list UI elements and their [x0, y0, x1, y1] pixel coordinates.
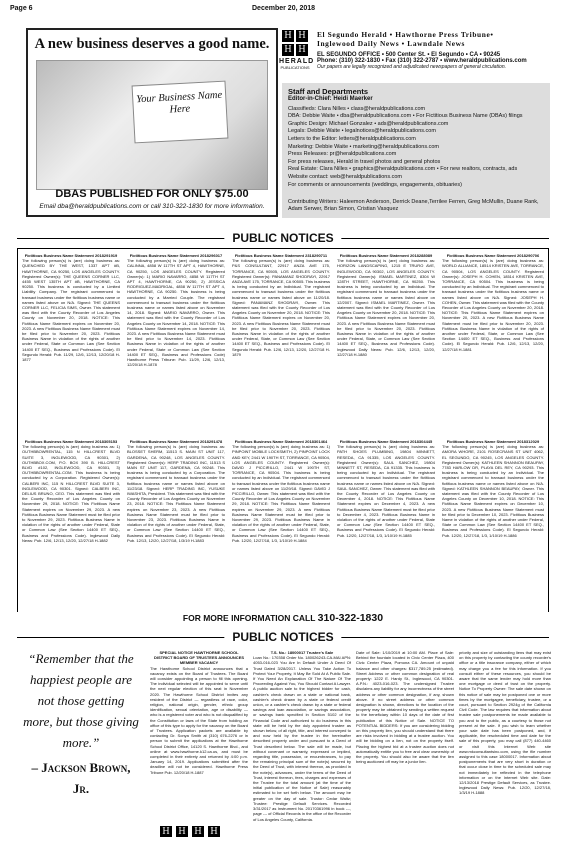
more-info-label: FOR MORE INFORMATION CALL	[182, 613, 316, 623]
quote-author: – Jackson Brown, Jr.	[31, 760, 131, 796]
staff-row: Marketing: Debbie Waite • marketing@heraldpublications.com	[288, 143, 439, 150]
staff-title: Staff and Departments	[288, 87, 369, 96]
herald-tile-icon: H	[192, 826, 204, 837]
notice-column	[253, 650, 351, 840]
notice-body: The following person(s) is (are) doing business as: P&S CONSULTANT, 22917 ANZA AVE 175, TORRANCE, CA 90505, LOS ANGELES COUNTY. Registered Owner(s): PANAMANZ SHODRAYI, 22917 ANZA AVE 175, TORRANCE, CA 90505. This business is being conducted by an Individual. The registrant commenced to transact business under the fictitious business name or names listed above on 11/20/18. Signed: PANAMANZ SHODRAYI, Owner. This statement was filed with the County Recorder of Los Angeles County on November 20, 2018. NOTICE: This Fictitious Name Statement expires on November 20, 2023. A new Fictitious Business Name Statement must be filed prior to November 20, 2023. Fictitious Business Name in violation of the rights of another under Federal, State, or Common Law (See Section 14400 ET SEQ., Business and Professions Code). El Segundo Herald: Pub. 12/6, 12/13, 12/20, 12/27/18 H-1879	[232, 258, 330, 357]
more-info-phone: 310-322-1830	[317, 612, 384, 624]
notice-column	[232, 439, 330, 609]
staff-editor: Editor-in-Chief: Heidi Maerker	[288, 96, 373, 102]
quote-text: “Remember that the happiest people are not those getting more, but those giving more.”	[23, 651, 139, 750]
notice-column	[459, 650, 551, 840]
notice-column	[337, 253, 435, 435]
ad-contact: Email dba@heraldpublications.com or call 310-322-1830 for more information.	[39, 203, 265, 210]
business-card-text: Your Business Name Here	[136, 89, 223, 116]
notice-title: Fictitious Business Name Statement 2018305153	[24, 439, 118, 444]
notice-body: Date of Sale: 1/10/2019 at 10:00 AM. Place of Sale: Behind the fountain located in Civic Center Plaza, 400 Civic Center Plaza, Pomona CA. Amount of unpaid balance and other charges: $317,789.25 (estimated). Street Address or other common designation of real property: 1222 E. Hardy St., Inglewood, CA 90301. A.P.N.: 4023-016-023. The undersigned Trustee disclaims any liability for any incorrectness of the street address or other common designation, if any, shown above. If no street address or other common designation is shown, directions to the location of the property may be obtained by sending a written request to the beneficiary within 10 days of the date of first publication of this Notice of Sale. NOTICE TO POTENTIAL BIDDERS: If you are considering bidding on this property lien, you should understand that there are risks involved in bidding at a trustee auction. You will be bidding on a lien, not on the property itself. Placing the highest bid at a trustee auction does not automatically entitle you to free and clear ownership of the property. You should also be aware that the lien being auctioned off may be a junior lien.	[356, 650, 454, 765]
public-notices-box	[17, 248, 549, 618]
notice-title: T.S. No.: 18000017 Trustee's Sale	[270, 650, 334, 655]
notice-title: Fictitious Business Name Statement 2018304445	[339, 439, 433, 444]
page-header	[0, 0, 566, 20]
notice-body: Loan No.: 170358 Order No. 180026243-CA-MAI APN: 4053-016-023 You Are In Default Under A Deed Of Trust Dated 3/28/2017. Unless You Take Action To Protect Your Property, It May Be Sold At A Public Sale. If You Need An Explanation Of The Nature Of The Proceeding Against You, You Should Contact A Lawyer. A public auction sale to the highest bidder for cash, cashier's check drawn on a state or national bank, cashier's check drawn by a state or federal credit union, or a cashier's check drawn by a state or federal savings and loan association, or savings association, or savings bank specified in Section 5102 of the Financial Code and authorized to do business in this state will be held by the duly appointed trustee as shown below, of all right, title, and interest conveyed to and now held by the trustee in the hereinafter described property under and pursuant to a Deed of Trust described below. The sale will be made, but without covenant or warranty, expressed or implied, regarding title, possession, or encumbrances, to pay the remaining principal sum of the note(s) secured by the Deed of Trust, with interest thereon, as provided in the note(s), advances, under the terms of the Deed of Trust, interest thereon, fees, charges and expenses of the Trustee for the total amount (at the time of the initial publication of the Notice of Sale) reasonably estimated to be set forth below. The amount may be greater on the day of sale. Trustor: Cedar Waltz; Trustee: Prestige Default Services. Recorded 3/31/2017 as Instrument No. 20170361996 in book ---, page --- of Official Records in the office of the Recorder of Los Angeles County, California.	[253, 655, 351, 822]
staff-row: Classifieds: Clara Nilles • class@heraldpublications.com	[288, 105, 426, 112]
masthead-address: EL SEGUNDO OFFICE • 500 Center St. • El Segundo • CA • 90245	[317, 52, 501, 58]
staff-row: Press Releases: pr@heraldpublications.com	[288, 151, 397, 158]
notice-title: SPECIAL NOTICE HAWTHORNE SCHOOL DISTRICT BOARD OF TRUSTEES ANNOUNCES MEMBER VACANCY	[153, 650, 245, 666]
notice-body: The Hawthorne School District announces that a vacancy exists on the Board of Trustees. The Board will consider appointing a person to fill this opening. The individual selected will be appointed to serve until the next regular election of this seat in November 2020. The Hawthorne School District invites any resident of the District — regardless of race, color, religion, national origin, gender, ethnic group identification, sexual orientation, age or disability — who is a registered voter and who is not disqualified by the Constitution or laws of the State from holding an office of this type to apply for the vacancy on the Board of Trustees. Application packets are available by contacting Dr. Sonya Smith at (310) 676-2276 or in person to submit the applications at the Hawthorne School District Office, 14120 S. Hawthorne Blvd., and online at www.hawthorne.k12.ca.us, and must be completed in their entirety and returned by 4:00 p.m. January 14, 2019. Applications submitted after the deadline will not be considered. Hawthorne Press Tribune Pub. 12/20/18 H-1887	[150, 665, 248, 775]
staff-row: DBA: Debbie Waite • dba@heraldpublications.com • For Fictitious Business Name (DBAs) filings	[288, 113, 523, 120]
logo-tile: H	[296, 30, 308, 42]
notice-body: The following person(s) is (are) doing business as: 1) PINPOINT MOBILE LOCKSMITH, 2) PINPOINT LOCK AND KEY, 2441 W 190TH ST, TORRANCE, CA 90504, LOS ANGELES COUNTY. Registered Owner(s): DAVID J PICCIRILLO, 2441 W 190TH ST, TORRANCE, CA 90504. This business is being conducted by an Individual. The registrant commenced to transact business under the fictitious business name or names listed above on 11/29/18. Signed: DAVID J PICCIRILLO, Owner. This statement was filed with the County Recorder of Los Angeles County on November 29, 2018. NOTICE: This Fictitious Name Statement expires on November 29, 2023. A new Fictitious Business Name Statement must be filed prior to November 29, 2023. Fictitious Business Name in violation of the rights of another under Federal, State, or Common Law (See Section 14400 ET SEQ., Business and Professions Code). El Segundo Herald: Pub. 12/20, 12/27/18, 1/3, 1/10/19 H-1884	[232, 444, 330, 543]
staff-row: For press releases, Herald in travel photos and general photos	[288, 158, 441, 165]
notice-title: Fictitious Business Name Statement 2018301464	[234, 439, 328, 444]
notice-body: The following person(s) is (are) doing business as: 1) OUTHBBOWRENTAL, 115 N HILLCREST BLVD SUITE 3, INGLEWOOD, CA 90301, 2) OUTHBBOX.COM, P.O. BOX 390 B. HILLCREST BLVD #102, INGLEWOOD, CA 90301, 3) OUTHBBOWRENTAL.COM. This business is being conducted by a Corporation. Registered Owner(s): CALBERI INC, 115 N HILLCREST BLVD SUITE 3, INGLEWOOD, CA 90301. Signed: CALBERI INC, DELIUS BRUNO, CEO. This statement was filed with the County Recorder of Los Angeles County on November 29, 2018. NOTICE: This Fictitious Name Statement expires on November 29, 2023. A new Fictitious Business Name Statement must be filed prior to November 29, 2023. Fictitious Business Name in violation of the rights of another under Federal, State or Common Law (See Section 14400 ET SEQ., Business and Professions Code). Inglewood Daily News: Pub. 12/6, 12/13, 12/20, 12/27/18 H-1882	[22, 444, 120, 543]
masthead-line2: Inglewood Daily News • Lawndale News	[317, 39, 465, 48]
more-info-bar	[17, 612, 549, 625]
notice-title: Fictitious Business Name Statement 2018312029	[446, 439, 540, 444]
notice-column	[150, 650, 248, 822]
notice-column	[127, 439, 225, 609]
staff-contributors: Contributing Writers: Haleemon Anderson, Derrick Deane,Terrilee Ferren, Greg McMullin, Duane Rank, Adam Serwer, Brian Simon, Cristian Vasquez	[288, 198, 539, 213]
herald-tile-icon: H	[208, 826, 220, 837]
notice-column	[22, 253, 120, 435]
notice-column	[442, 253, 544, 435]
masthead-note: Our papers are legally recognized and adjudicated newspapers of general circulation.	[317, 64, 507, 70]
staff-row: Real Estate: Clara Nilles • graphics@heraldpublications.com • For new realtors, contracts, ads	[288, 166, 518, 173]
notice-column	[22, 439, 120, 609]
herald-logo	[279, 30, 315, 78]
masthead-line1: El Segundo Herald • Hawthorne Press Tribune•	[317, 30, 494, 39]
page-number: Page 6	[10, 5, 33, 12]
staff-box	[282, 83, 550, 218]
notice-title: Fictitious Business Name Statement 2018291919	[24, 253, 118, 258]
business-card	[132, 81, 229, 144]
section-title: PUBLIC NOTICES	[224, 630, 341, 644]
notice-body: The following person(s) is (are) doing business as: WORLD ALLIANCE, 18514 KRISTEN AVE, TORRANCE, CA 90504, LOS ANGELES COUNTY. Registered Owner(s): JOSEPH H. COHEN, 18514 KRISTEN AVE, TORRANCE, CA 90504. This business is being conducted by an Individual. The registrant commenced to transact business under the fictitious business name or names listed above on N/A. Signed: JOSEPH H. COHEN, Owner. This statement was filed with the County Recorder of Los Angeles County on November 20, 2018. NOTICE: This Fictitious Name Statement expires on November 20, 2023. A new Fictitious Business Name Statement must be filed prior to November 20, 2023. Fictitious Business Name in violation of the rights of another under Federal, State, or Common Law (See Section 14400 ET SEQ., Business and Professions Code). El Segundo Herald: Pub. 12/6, 12/13, 12/20, 12/27/18 H-1881	[442, 258, 544, 352]
notice-title: Fictitious Business Name Statement 2018290706	[446, 253, 540, 258]
logo-sub: PUBLICATIONS	[280, 65, 310, 70]
ad-headline: A new business deserves a good name.	[34, 36, 270, 52]
staff-row: Legals: Debbie Waite • legalnotices@heraldpublications.com	[288, 128, 436, 135]
notice-body: The following person(s) is (are) doing business as: CALINNA, 4858 W 117TH ST APT 4, HAWTHORNE, CA 90250, LOS ANGELES COUNTY. Registered Owner(s): 1) MARIO NAVARRO, 4858 W 117TH ST APT 4, HAWTHORNE, CA 90250, 2) JESSICA RODRIGUEZ-MADRIGAL, 4858 W 117TH ST APT 4, HAWTHORNE, CA 90250. This business is being conducted by a Married Couple. The registrant commenced to transact business under the fictitious business name or names listed above on November 14, 2018. Signed: MARIO NAVARRO, Owner. This statement was filed with the County Recorder of Los Angeles County on November 14, 2018. NOTICE: This Fictitious Name Statement expires on November 14, 2023. A new Fictitious Business Name Statement must be filed prior to November 14, 2023. Fictitious Business Name in violation of the rights of another under Federal, State or Common Law (See Section 14400 ET SEQ., Business and Professions Code) Hawthorne Press Tribune: Pub. 11/29, 12/6, 12/13, 12/20/18 H-1878	[127, 258, 225, 368]
staff-row: Graphic Design: Michael Gonzalez • ads@heraldpublications.com	[288, 120, 449, 127]
masthead-phone: Phone: (310) 322-1830 • Fax (310) 322-2787 • www.heraldpublications.com	[317, 58, 527, 64]
staff-row: Website contact: web@heraldpublications.com	[288, 173, 403, 180]
herald-tile-icon: H	[160, 826, 172, 837]
notice-body: The following person(s) is (are) doing business as: AMORA WHORE, 2101 ROSECRANS ST UNIT 4062, EL SEGUNDO, CA 90245, LOS ANGELES COUNTY. Registered Owner(s): KATHLEEN SHANNON BEAUPAY, 7783 HARLOW DR, PLAYA DEL REY, CA 90293. This business is being conducted by an Individual. The registrant commenced to transact business under the fictitious business name or names listed above on N/A. Signed: KATHLEEN SHANNON BEAUPAY, Owner. This statement was filed with the County Recorder of Los Angeles County on December 10, 2018. NOTICE: This Fictitious Name Statement expires on December 10, 2023. A new Fictitious Business Name Statement must be filed prior to December 10, 2023. Fictitious Business Name in violation of the rights of another under Federal, State or Common Law (See Section 14400 ET SEQ., Business and Professions Code). El Segundo Herald: Pub. 12/20, 12/27/18, 1/3, 1/10/19 H-1886	[442, 444, 544, 538]
notice-title: Fictitious Business Name Statement 2318290711	[234, 253, 328, 258]
notice-body: priority and size of outstanding liens that may exist on this property by contacting the county recorder's office or a title insurance company, either of which may charge you a fee for this information. If you consult either of these resources, you should be aware that the same lender may hold more than one mortgage or deed of trust on the property. Notice To Property Owner: The sale date shown on this notice of sale may be postponed one or more times by the mortgagee, beneficiary, trustee, or a court, pursuant to Section 2924g of the California Civil Code. The law requires that information about trustee sale postponements be made available to you and to the public, as a courtesy to those not present at the sale. If you wish to learn whether your sale date has been postponed, and, if applicable, the rescheduled time and date for the sale of this property, you may call (877) 440-4460 or visit this Internet Web site www.mkconsultantsinc.com, using the file number assigned to this case 18000017. Information about postponements that are very short in duration or that occur close in time to the scheduled sale may not immediately be reflected in the telephone information or on the Internet Web site. Date: 12/13/2018 Prestige Default Services, as Trustee. Inglewood Daily News: Pub. 12/20, 12/27/18, 1/3/19 H-1888	[459, 650, 551, 796]
notice-column	[356, 650, 454, 840]
notice-column	[127, 253, 225, 435]
logo-tile: H	[296, 44, 308, 56]
notice-column	[337, 439, 435, 609]
notice-title: Fictitious Business Name Statement 2018291478	[129, 439, 223, 444]
masthead	[317, 30, 547, 70]
notice-title: Fictitious Business Name Statement 2018288089	[339, 253, 433, 258]
notice-body: The following person(s) is (are) doing business as: PATH SHOES PLUMBING, 19804 MINNETT, RESEDA, CA 91335, LOS ANGELES COUNTY. Registered Owner(s): SAUL SANCHEZ, 19804 MINNETT ST, RESEDA, CA 91335. This business is being conducted by an Individual. The registrant commenced to transact business under the fictitious business name or names listed above on N/A. Signed: SAUL SANCHEZ, Owner. This statement was filed with the County Recorder of Los Angeles County on December 4, 2018. NOTICE: This Fictitious Name Statement expires on December 4, 2023. A new Fictitious Business Name Statement must be filed prior to December 4, 2023. Fictitious Business Name in violation of the rights of another under Federal, State or Common Law (See Section 14400 ET SEQ., Business and Professions Code). El Segundo Herald: Pub. 12/20, 12/27/18, 1/3, 1/10/19 H-1885	[337, 444, 435, 538]
herald-tile-icon: H	[176, 826, 188, 837]
logo-tile: H	[282, 30, 294, 42]
quote-box	[22, 648, 140, 799]
ad-cta: DBAS PUBLISHED FOR ONLY $75.00	[55, 188, 249, 200]
staff-row: Letters to the Editor: letters@heraldpublications.com	[288, 135, 416, 142]
logo-tile: H	[282, 44, 294, 56]
issue-date: December 20, 2018	[252, 5, 316, 12]
notice-body: The following person(s) is (are) doing business as: BLOSSET SHERM, 11513 S. MAIN ST UNIT 117, GARDENA, CA 90248, LOS ANGELES COUNTY. Registered Owner(s): HERP TRADING INC, 11513 S MAIN ST UNIT 117, GARDENA, CA 90248. This business is being conducted by a Corporation. The registrant commenced to transact business under the fictitious business name or names listed above on 11/23/18. Signed: HERP TRADING INC, YUSUKE IWASHITA, President. This statement was filed with the County Recorder of Los Angeles County on November 23, 2018. NOTICE: This Fictitious Name Statement expires on November 23, 2023. A new Fictitious Business Name Statement must be filed prior to November 23, 2023. Fictitious Business Name in violation of the rights of another under Federal, State, or Common Law (See Section 14400 ET SEQ., Business and Professions Code). El Segundo Herald: Pub. 12/13, 12/20, 12/27/18, 1/3/19 H-1883	[127, 444, 225, 543]
notice-title: Fictitious Business Name Statement 2018296017	[129, 253, 223, 258]
notice-column	[442, 439, 544, 609]
notice-column	[232, 253, 330, 435]
notice-body: The following person(s) is (are) doing business as: HORIZON LANDSCAPING, 1215 E TRURO AVE, INGLEWOOD, CA 90302, LOS ANGELES COUNTY. Registered Owner(s): ISMAEL MARTINEZ, 8304 W 128TH STREET, HAWTHORNE, CA 90250. This business is being conducted by an Individual. The registrant commenced to transact business under the fictitious business name or names listed above on 12/2007. Signed: ISMAEL MARTINEZ, Owner. This statement was filed with the County Recorder of Los Angeles County on November 20, 2018. NOTICE: This Fictitious Name Statement expires on November 20, 2023. A new Fictitious Business Name Statement must be filed prior to November 20, 2023. Fictitious Business Name in violation of the rights of another under Federal, State, or Common Law (See Section 14400 ET SEQ., Business and Professions Code). Inglewood Daily News: Pub. 12/6, 12/13, 12/20, 12/27/18 H-1880	[337, 258, 435, 357]
notice-body: The following person(s) is (are) doing business as: QUENCHED BY THE WEST, 1337 APT #B, HAWTHORNE, CA 90250, LOS ANGELES COUNTY. Registered Owner(s): THE QUEENS CORNER LLC, 4455 WEST 135TH APT #B, HAWTHORNE, CA 90250. This business is conducted by a Limited Liability Company. The registrant commenced to transact business under the fictitious business name or names listed above on N/A. Signed: THE QUEENS CORNER LLC, FELICIA SIMS, Owner. This statement was filed with the County Recorder of Los Angeles County on November 20, 2018. NOTICE: This Fictitious Name Statement expires on November 20, 2023. A new Fictitious Business Name Statement must be filed prior to November 20, 2023. Fictitious Business Name in violation of the rights of another under Federal, State or Common Law (See Section 14400 ET SEQ., Business and Professions Code). El Segundo Herald: Pub. 11/29, 12/6, 12/13, 12/20/18 H-1877	[22, 258, 120, 363]
section-title: PUBLIC NOTICES	[224, 231, 341, 245]
staff-row: For comments or announcements (weddings, engagements, obituaries)	[288, 181, 462, 188]
logo-name: HERALD	[279, 58, 315, 65]
dba-advertisement	[26, 28, 278, 217]
public-notices-banner-2	[17, 631, 549, 644]
public-notices-banner	[17, 232, 549, 245]
ad-photo	[36, 60, 268, 190]
